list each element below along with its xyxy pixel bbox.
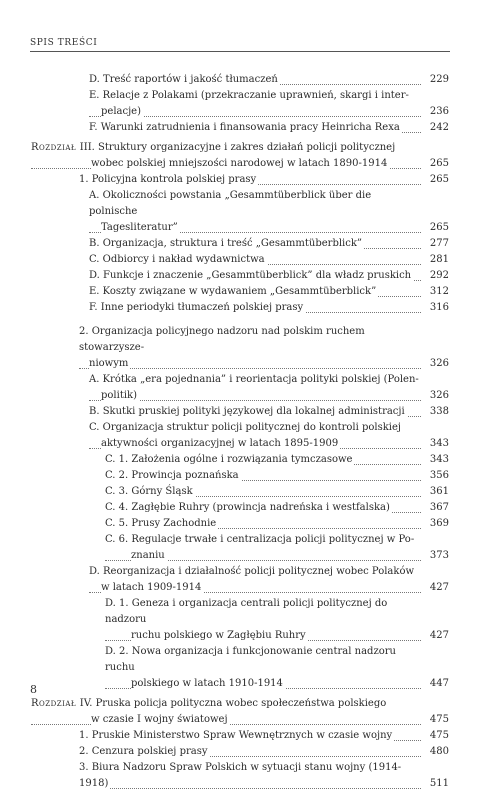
toc-page-number: 265 xyxy=(429,174,449,185)
toc-page-number: 326 xyxy=(429,390,449,401)
toc-page-number: 475 xyxy=(429,730,449,741)
toc-entry[interactable] xyxy=(31,284,449,300)
running-header xyxy=(30,38,450,52)
toc-page-number: 281 xyxy=(429,254,449,265)
toc-entry[interactable] xyxy=(31,236,449,252)
toc-entry-title: C. Organizacja struktur policji politycznej do kontroli polskiej xyxy=(89,422,401,433)
toc-chapter-entry[interactable] xyxy=(31,696,449,728)
toc-entry-title: A. Okoliczności powstania „Gesammtüberblick über die polnische xyxy=(89,190,372,217)
toc-entry-title: C. 3. Górny Śląsk xyxy=(105,486,193,497)
toc-page-number: 343 xyxy=(429,454,449,465)
toc-entry-title: C. 2. Prowincja poznańska xyxy=(105,470,239,481)
toc-page-number: 480 xyxy=(429,746,449,757)
toc-entry-title: 1. Policyjna kontrola polskiej prasy xyxy=(79,174,257,185)
toc-entry-title: D. 2. Nowa organizacja i funkcjonowanie central nadzoru ruchu xyxy=(105,646,396,673)
toc-entry-title: wobec polskiej mniejszości narodowej w latach 1890-1914 xyxy=(91,158,388,169)
toc-entry-title: C. 5. Prusy Zachodnie xyxy=(105,518,217,529)
toc-entry[interactable] xyxy=(31,744,449,760)
toc-entry[interactable] xyxy=(31,532,449,564)
toc-entry-title-line xyxy=(89,420,421,436)
toc-page-number: 427 xyxy=(429,582,449,593)
toc-page-number: 338 xyxy=(429,406,449,417)
toc-entry[interactable] xyxy=(31,324,449,372)
toc-page-number: 427 xyxy=(429,630,449,641)
toc-page-number: 277 xyxy=(429,238,449,249)
toc-entry-title: F. Warunki zatrudnienia i finansowania pracy Heinricha Rexa xyxy=(89,122,400,133)
toc-entry-title-line xyxy=(89,564,421,580)
toc-entry-title: IV. Pruska policja polityczna wobec społeczeństwa polskiego xyxy=(79,698,387,709)
toc-page-number: 265 xyxy=(429,158,449,169)
toc-entry-title: politik) xyxy=(101,390,137,401)
toc-entry-title: D. Treść raportów i jakość tłumaczeń xyxy=(89,74,278,85)
toc-chapter-entry[interactable] xyxy=(31,140,449,172)
toc-entry-title-line xyxy=(89,188,421,220)
toc-entry-title: 1. Pruskie Ministerstwo Spraw Wewnętrznych w czasie wojny xyxy=(79,730,393,741)
toc-entry-title-line xyxy=(105,596,421,628)
toc-page-number: 242 xyxy=(429,122,449,133)
toc-page-number: 369 xyxy=(429,518,449,529)
toc-entry-title: B. Organizacja, struktura i treść „Gesammtüberblick” xyxy=(89,238,363,249)
toc-entry[interactable] xyxy=(31,88,449,120)
toc-entry[interactable] xyxy=(31,252,449,268)
toc-page-number: 475 xyxy=(429,714,449,725)
toc-entry-title: D. 1. Geneza i organizacja centrali policji politycznej do nadzoru xyxy=(105,598,388,625)
section-gap xyxy=(31,316,449,324)
toc-page-number: 511 xyxy=(429,778,449,789)
toc-entry-title: C. 6. Regulacje trwałe i centralizacja policji politycznej w Po- xyxy=(105,534,415,545)
table-of-contents xyxy=(31,72,449,792)
toc-entry[interactable] xyxy=(31,596,449,644)
page-number: 8 xyxy=(30,683,37,696)
toc-entry-title: III. Struktury organizacyjne i zakres działań policji politycznej xyxy=(79,142,396,153)
toc-page-number: 373 xyxy=(429,550,449,561)
toc-entry-title-line xyxy=(105,644,421,676)
toc-entry[interactable] xyxy=(31,268,449,284)
toc-entry[interactable] xyxy=(31,500,449,516)
toc-entry[interactable] xyxy=(31,516,449,532)
toc-entry-title: E. Relacje z Polakami (przekraczanie uprawnień, skargi i inter- xyxy=(89,90,409,101)
toc-entry-title: znaniu xyxy=(131,550,165,561)
toc-page-number: 343 xyxy=(429,438,449,449)
toc-entry-title-line xyxy=(31,140,421,156)
toc-entry-title: B. Skutki pruskiej polityki językowej dla lokalnej administracji xyxy=(89,406,405,417)
toc-page-number: 229 xyxy=(429,74,449,85)
toc-entry-title-line xyxy=(31,696,421,712)
toc-page-number: 312 xyxy=(429,286,449,297)
toc-entry[interactable] xyxy=(31,420,449,452)
running-title: SPIS TREŚCI xyxy=(30,38,98,48)
toc-page-number: 292 xyxy=(429,270,449,281)
toc-page-number: 236 xyxy=(429,106,449,117)
toc-entry[interactable] xyxy=(31,300,449,316)
toc-entry-title: niowym xyxy=(89,358,129,369)
toc-entry[interactable] xyxy=(31,452,449,468)
toc-page-number: 265 xyxy=(429,222,449,233)
toc-entry-title-line xyxy=(79,324,421,356)
toc-entry-title: pelacje) xyxy=(101,106,141,117)
toc-entry-title: w latach 1909-1914 xyxy=(101,582,202,593)
toc-entry[interactable] xyxy=(31,760,449,792)
toc-entry-title: C. Odbiorcy i nakład wydawnictwa xyxy=(89,254,265,265)
toc-entry-title: C. 1. Założenia ogólne i rozwiązania tymczasowe xyxy=(105,454,353,465)
dot-leader xyxy=(79,368,421,369)
toc-page-number: 447 xyxy=(429,678,449,689)
toc-entry-title: D. Funkcje i znaczenie „Gesammtüberblick” dla władz pruskich xyxy=(89,270,412,281)
toc-page-number: 361 xyxy=(429,486,449,497)
toc-entry[interactable] xyxy=(31,484,449,500)
toc-entry[interactable] xyxy=(31,188,449,236)
toc-entry-title: D. Reorganizacja i działalność policji politycznej wobec Polaków xyxy=(89,566,415,577)
toc-entry-title-line xyxy=(89,88,421,104)
toc-entry-title: Tagesliteratur” xyxy=(101,222,178,233)
toc-entry-title-line xyxy=(105,532,421,548)
toc-entry[interactable] xyxy=(31,644,449,692)
toc-entry[interactable] xyxy=(31,404,449,420)
toc-page-number: 316 xyxy=(429,302,449,313)
toc-entry-title-line xyxy=(89,372,421,388)
toc-page-number: 326 xyxy=(429,358,449,369)
toc-entry[interactable] xyxy=(31,372,449,404)
toc-entry-title: w czasie I wojny światowej xyxy=(91,714,228,725)
chapter-label: Rozdział xyxy=(31,698,80,709)
toc-entry-title: 2. Organizacja policyjnego nadzoru nad polskim ruchem stowarzysze- xyxy=(79,326,365,353)
toc-entry[interactable] xyxy=(31,72,449,88)
toc-entry-title: F. Inne periodyki tłumaczeń polskiej prasy xyxy=(89,302,304,313)
toc-entry[interactable] xyxy=(31,564,449,596)
toc-entry[interactable] xyxy=(31,120,449,136)
toc-page-number: 356 xyxy=(429,470,449,481)
toc-entry-title: A. Krótka „era pojednania” i reorientacja polityki polskiej (Polen- xyxy=(89,374,419,385)
toc-entry-title: 2. Cenzura polskiej prasy xyxy=(79,746,208,757)
toc-entry-title: 3. Biura Nadzoru Spraw Polskich w sytuacji stanu wojny (1914-1918) xyxy=(79,762,402,789)
toc-entry-title: aktywności organizacyjnej w latach 1895-1909 xyxy=(101,438,339,449)
toc-entry-title: C. 4. Zagłębie Ruhry (prowincja nadreńska i westfalska) xyxy=(105,502,390,513)
toc-entry[interactable] xyxy=(31,728,449,744)
toc-entry-title: ruchu polskiego w Zagłębiu Ruhry xyxy=(131,630,306,641)
chapter-label: Rozdział xyxy=(31,142,80,153)
toc-entry-title: E. Koszty związane w wydawaniem „Gesammtüberblick” xyxy=(89,286,377,297)
dot-leader xyxy=(79,788,421,789)
toc-entry-title: polskiego w latach 1910-1914 xyxy=(131,678,283,689)
toc-entry[interactable] xyxy=(31,172,449,188)
toc-page-number: 367 xyxy=(429,502,449,513)
toc-entry[interactable] xyxy=(31,468,449,484)
